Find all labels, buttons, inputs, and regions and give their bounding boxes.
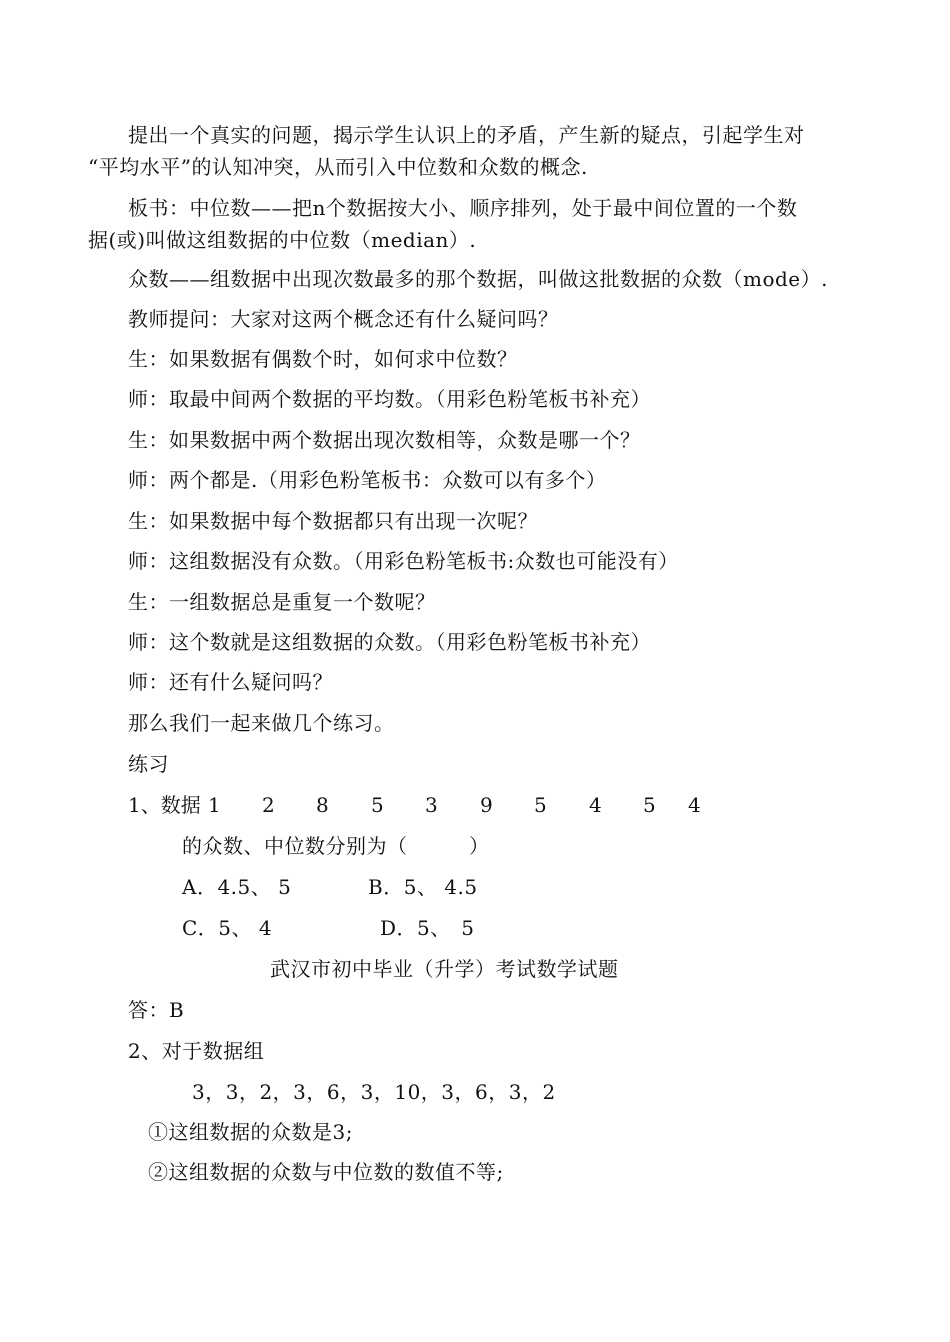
exercise1-option-d: D．5、 5 (380, 916, 475, 940)
exercise1-option-c: C．5、 4 (182, 916, 273, 940)
dialogue-line-6: 师：这组数据没有众数。（用彩色粉笔板书:众数也可能没有） (128, 549, 679, 573)
exercise1-question: 的众数、中位数分别为（ ） (182, 834, 490, 858)
paragraph-median-line1: 板书：中位数——把n个数据按大小、顺序排列，处于最中间位置的一个数 (128, 196, 798, 220)
paragraph-teacher-question: 教师提问：大家对这两个概念还有什么疑问吗？ (128, 307, 559, 331)
exercise1-value: 8 (316, 793, 329, 817)
paragraph-mode: 众数——组数据中出现次数最多的那个数据，叫做这批数据的众数（mode）. (128, 267, 829, 291)
exercise2-label: 2、对于数据组 (128, 1039, 265, 1063)
exercise1-label: 1、数据 (128, 793, 201, 817)
exercise1-value: 3 (425, 793, 438, 817)
exercise1-value: 5 (643, 793, 656, 817)
section-heading-practice: 练习 (128, 752, 169, 776)
dialogue-line-8: 师：这个数就是这组数据的众数。（用彩色粉笔板书补充） (128, 630, 651, 654)
exercise1-value: 5 (371, 793, 384, 817)
paragraph-practice-intro: 那么我们一起来做几个练习。 (128, 711, 395, 735)
dialogue-line-1: 生：如果数据有偶数个时，如何求中位数？ (128, 347, 518, 371)
paragraph-intro-line2: “平均水平”的认知冲突，从而引入中位数和众数的概念. (88, 155, 588, 179)
exercise1-option-b: B．5、 4.5 (368, 875, 478, 899)
exercise1-value: 9 (480, 793, 493, 817)
paragraph-median-line2: 据(或)叫做这组数据的中位数（median）. (88, 228, 477, 252)
exercise1-value: 2 (262, 793, 275, 817)
exercise1-answer: 答：B (128, 998, 185, 1022)
dialogue-line-3: 生：如果数据中两个数据出现次数相等，众数是哪一个？ (128, 428, 641, 452)
exercise2-item-2: ②这组数据的众数与中位数的数值不等; (148, 1160, 504, 1184)
exercise1-value: 1 (208, 793, 221, 817)
exercise1-option-a: A．4.5、 5 (182, 875, 292, 899)
dialogue-line-7: 生：一组数据总是重复一个数呢？ (128, 590, 436, 614)
exercise2-data: 3，3，2，3，6，3，10，3，6，3，2 (192, 1080, 556, 1104)
dialogue-line-5: 生：如果数据中每个数据都只有出现一次呢？ (128, 509, 538, 533)
exercise2-item-1: ①这组数据的众数是3; (148, 1120, 353, 1144)
dialogue-line-2: 师：取最中间两个数据的平均数。（用彩色粉笔板书补充） (128, 387, 651, 411)
dialogue-line-4: 师：两个都是.（用彩色粉笔板书：众数可以有多个） (128, 468, 607, 492)
exercise1-value: 4 (688, 793, 701, 817)
paragraph-intro-line1: 提出一个真实的问题，揭示学生认识上的矛盾，产生新的疑点，引起学生对 (128, 123, 805, 147)
exercise1-source: 武汉市初中毕业（升学）考试数学试题 (270, 957, 619, 981)
dialogue-line-9: 师：还有什么疑问吗？ (128, 670, 333, 694)
exercise1-value: 4 (589, 793, 602, 817)
exercise1-value: 5 (534, 793, 547, 817)
